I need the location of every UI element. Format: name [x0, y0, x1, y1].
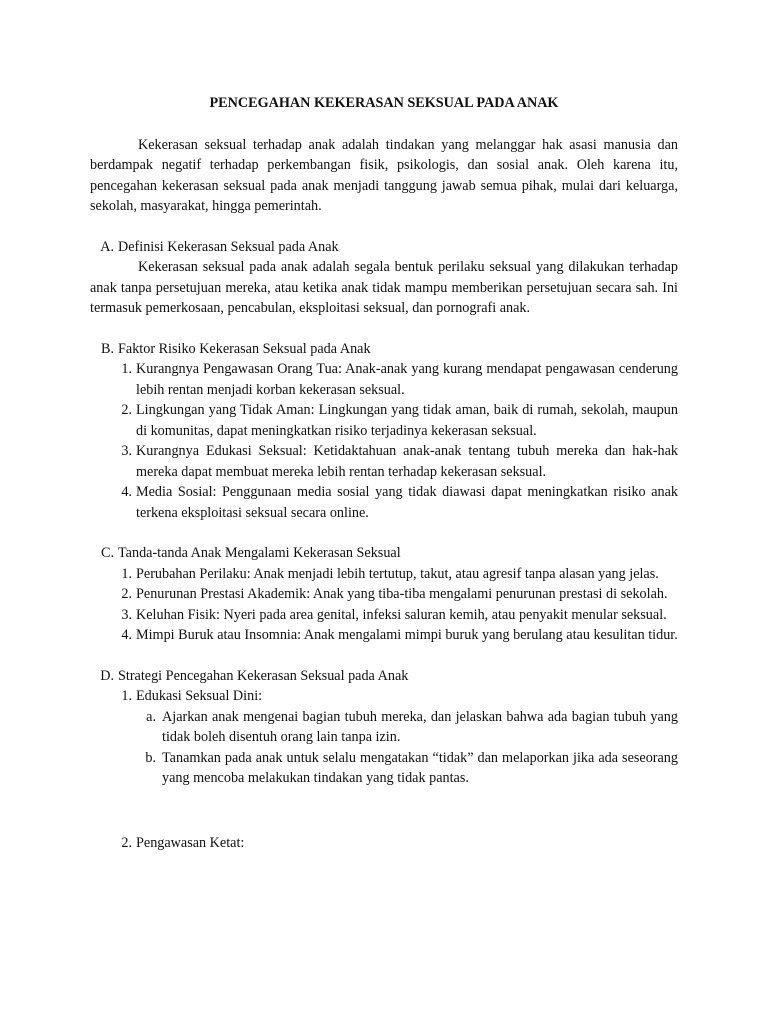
list-item	[90, 359, 678, 400]
sub-list-item-letter: a.	[146, 708, 156, 725]
list-item-number: 2.	[121, 586, 132, 602]
section-d-letter: D.	[100, 667, 114, 684]
list-item-number: 3.	[121, 606, 132, 623]
spacer	[90, 789, 678, 833]
section-b-heading-text: Faktor Risiko Kekerasan Seksual pada Anak	[118, 340, 371, 357]
sub-list-item	[136, 748, 678, 789]
section-a	[90, 237, 678, 319]
list-item-number: 4.	[121, 627, 132, 643]
list-item-text: Kurangnya Edukasi Seksual: Ketidaktahuan anak-anak tentang tubuh mereka dan hak-hak mereka dapat membuat mereka lebih rentan terhadap kekerasan seksual.	[136, 443, 678, 480]
list-item-body	[136, 686, 678, 789]
list-item-text: Mimpi Buruk atau Insomnia: Anak mengalami mimpi buruk yang berulang atau kesulitan tidur.	[136, 627, 678, 643]
section-a-heading-text: Definisi Kekerasan Seksual pada Anak	[118, 238, 339, 255]
document-title: PENCEGAHAN KEKERASAN SEKSUAL PADA ANAK	[209, 95, 559, 111]
list-item-number: 4.	[121, 484, 132, 500]
list-item-text: Media Sosial: Penggunaan media sosial yang tidak diawasi dapat meningkatkan risiko anak terkena eksploitasi seksual secara online.	[136, 484, 678, 521]
list-item-text: Penurunan Prestasi Akademik: Anak yang tiba-tiba mengalami penurunan prestasi di sekolah.	[136, 586, 668, 602]
intro-paragraph: Kekerasan seksual terhadap anak adalah tindakan yang melanggar hak asasi manusia dan berdampak negatif terhadap perkembangan fisik, psikologis, dan sosial anak. Oleh karena itu, pencegahan kekerasan seksual pada anak menjadi tanggung jawab semua pihak, mulai dari keluarga, sekolah, masyarakat, hingga pemerintah.	[90, 136, 678, 214]
section-b	[90, 339, 678, 524]
section-d-heading-text: Strategi Pencegahan Kekerasan Seksual pada Anak	[118, 667, 409, 684]
section-d-list	[90, 686, 678, 853]
list-item-number: 2.	[121, 834, 132, 851]
section-b-letter: B.	[100, 340, 114, 357]
section-b-heading	[90, 339, 678, 360]
section-a-paragraph: Kekerasan seksual pada anak adalah segala bentuk perilaku seksual yang dilakukan terhadap anak tanpa persetujuan mereka, atau ketika anak tidak mampu memberikan persetujuan secara sah. Ini termasuk pemerkosaan, pencabulan, eksploitasi seksual, dan pornografi anak.	[90, 259, 678, 316]
list-item-number: 1.	[121, 361, 132, 377]
sub-list-item-text: Ajarkan anak mengenai bagian tubuh mereka, dan jelaskan bahwa ada bagian tubuh yang tidak boleh disentuh orang lain tanpa izin.	[162, 708, 678, 745]
list-item	[90, 564, 678, 585]
list-item-text: Pengawasan Ketat:	[136, 834, 245, 851]
list-item-number: 2.	[121, 402, 132, 418]
list-item	[90, 833, 678, 854]
sub-list-item-letter: b.	[145, 749, 156, 766]
sub-list	[136, 707, 678, 789]
list-item	[90, 605, 678, 626]
sub-list-item	[136, 707, 678, 748]
list-item	[90, 400, 678, 441]
document-content	[90, 93, 678, 853]
list-item-number: 1.	[121, 565, 132, 582]
sub-list-item-text: Tanamkan pada anak untuk selalu mengatakan “tidak” dan melaporkan jika ada seseorang yang mencoba melakukan tindakan yang tidak pantas.	[162, 749, 678, 786]
section-d	[90, 666, 678, 854]
list-item	[90, 625, 678, 646]
list-item-text: Kurangnya Pengawasan Orang Tua: Anak-anak yang kurang mendapat pengawasan cenderung lebih rentan menjadi korban kekerasan seksual.	[136, 361, 678, 398]
section-c-letter: C.	[100, 545, 114, 561]
list-item	[90, 441, 678, 482]
list-item	[90, 686, 678, 789]
list-item-number: 1.	[121, 688, 132, 704]
list-item-text: Edukasi Seksual Dini:	[136, 688, 263, 704]
section-c	[90, 543, 678, 646]
list-item-text: Keluhan Fisik: Nyeri pada area genital, infeksi saluran kemih, atau penyakit menular seksual.	[136, 606, 667, 623]
section-c-heading	[90, 543, 678, 564]
list-item	[90, 584, 678, 605]
section-d-heading	[90, 666, 678, 687]
section-c-heading-text: Tanda-tanda Anak Mengalami Kekerasan Seksual	[118, 545, 401, 561]
section-c-list	[90, 564, 678, 646]
list-item	[90, 482, 678, 523]
list-item-text: Lingkungan yang Tidak Aman: Lingkungan yang tidak aman, baik di rumah, sekolah, maupun di komunitas, dapat meningkatkan risiko terjadinya kekerasan seksual.	[136, 402, 678, 439]
list-item-text: Perubahan Perilaku: Anak menjadi lebih tertutup, takut, atau agresif tanpa alasan yang jelas.	[136, 565, 659, 582]
section-a-letter: A.	[100, 238, 114, 255]
section-a-heading	[90, 237, 678, 258]
list-item-number: 3.	[121, 443, 132, 459]
section-b-list	[90, 359, 678, 523]
